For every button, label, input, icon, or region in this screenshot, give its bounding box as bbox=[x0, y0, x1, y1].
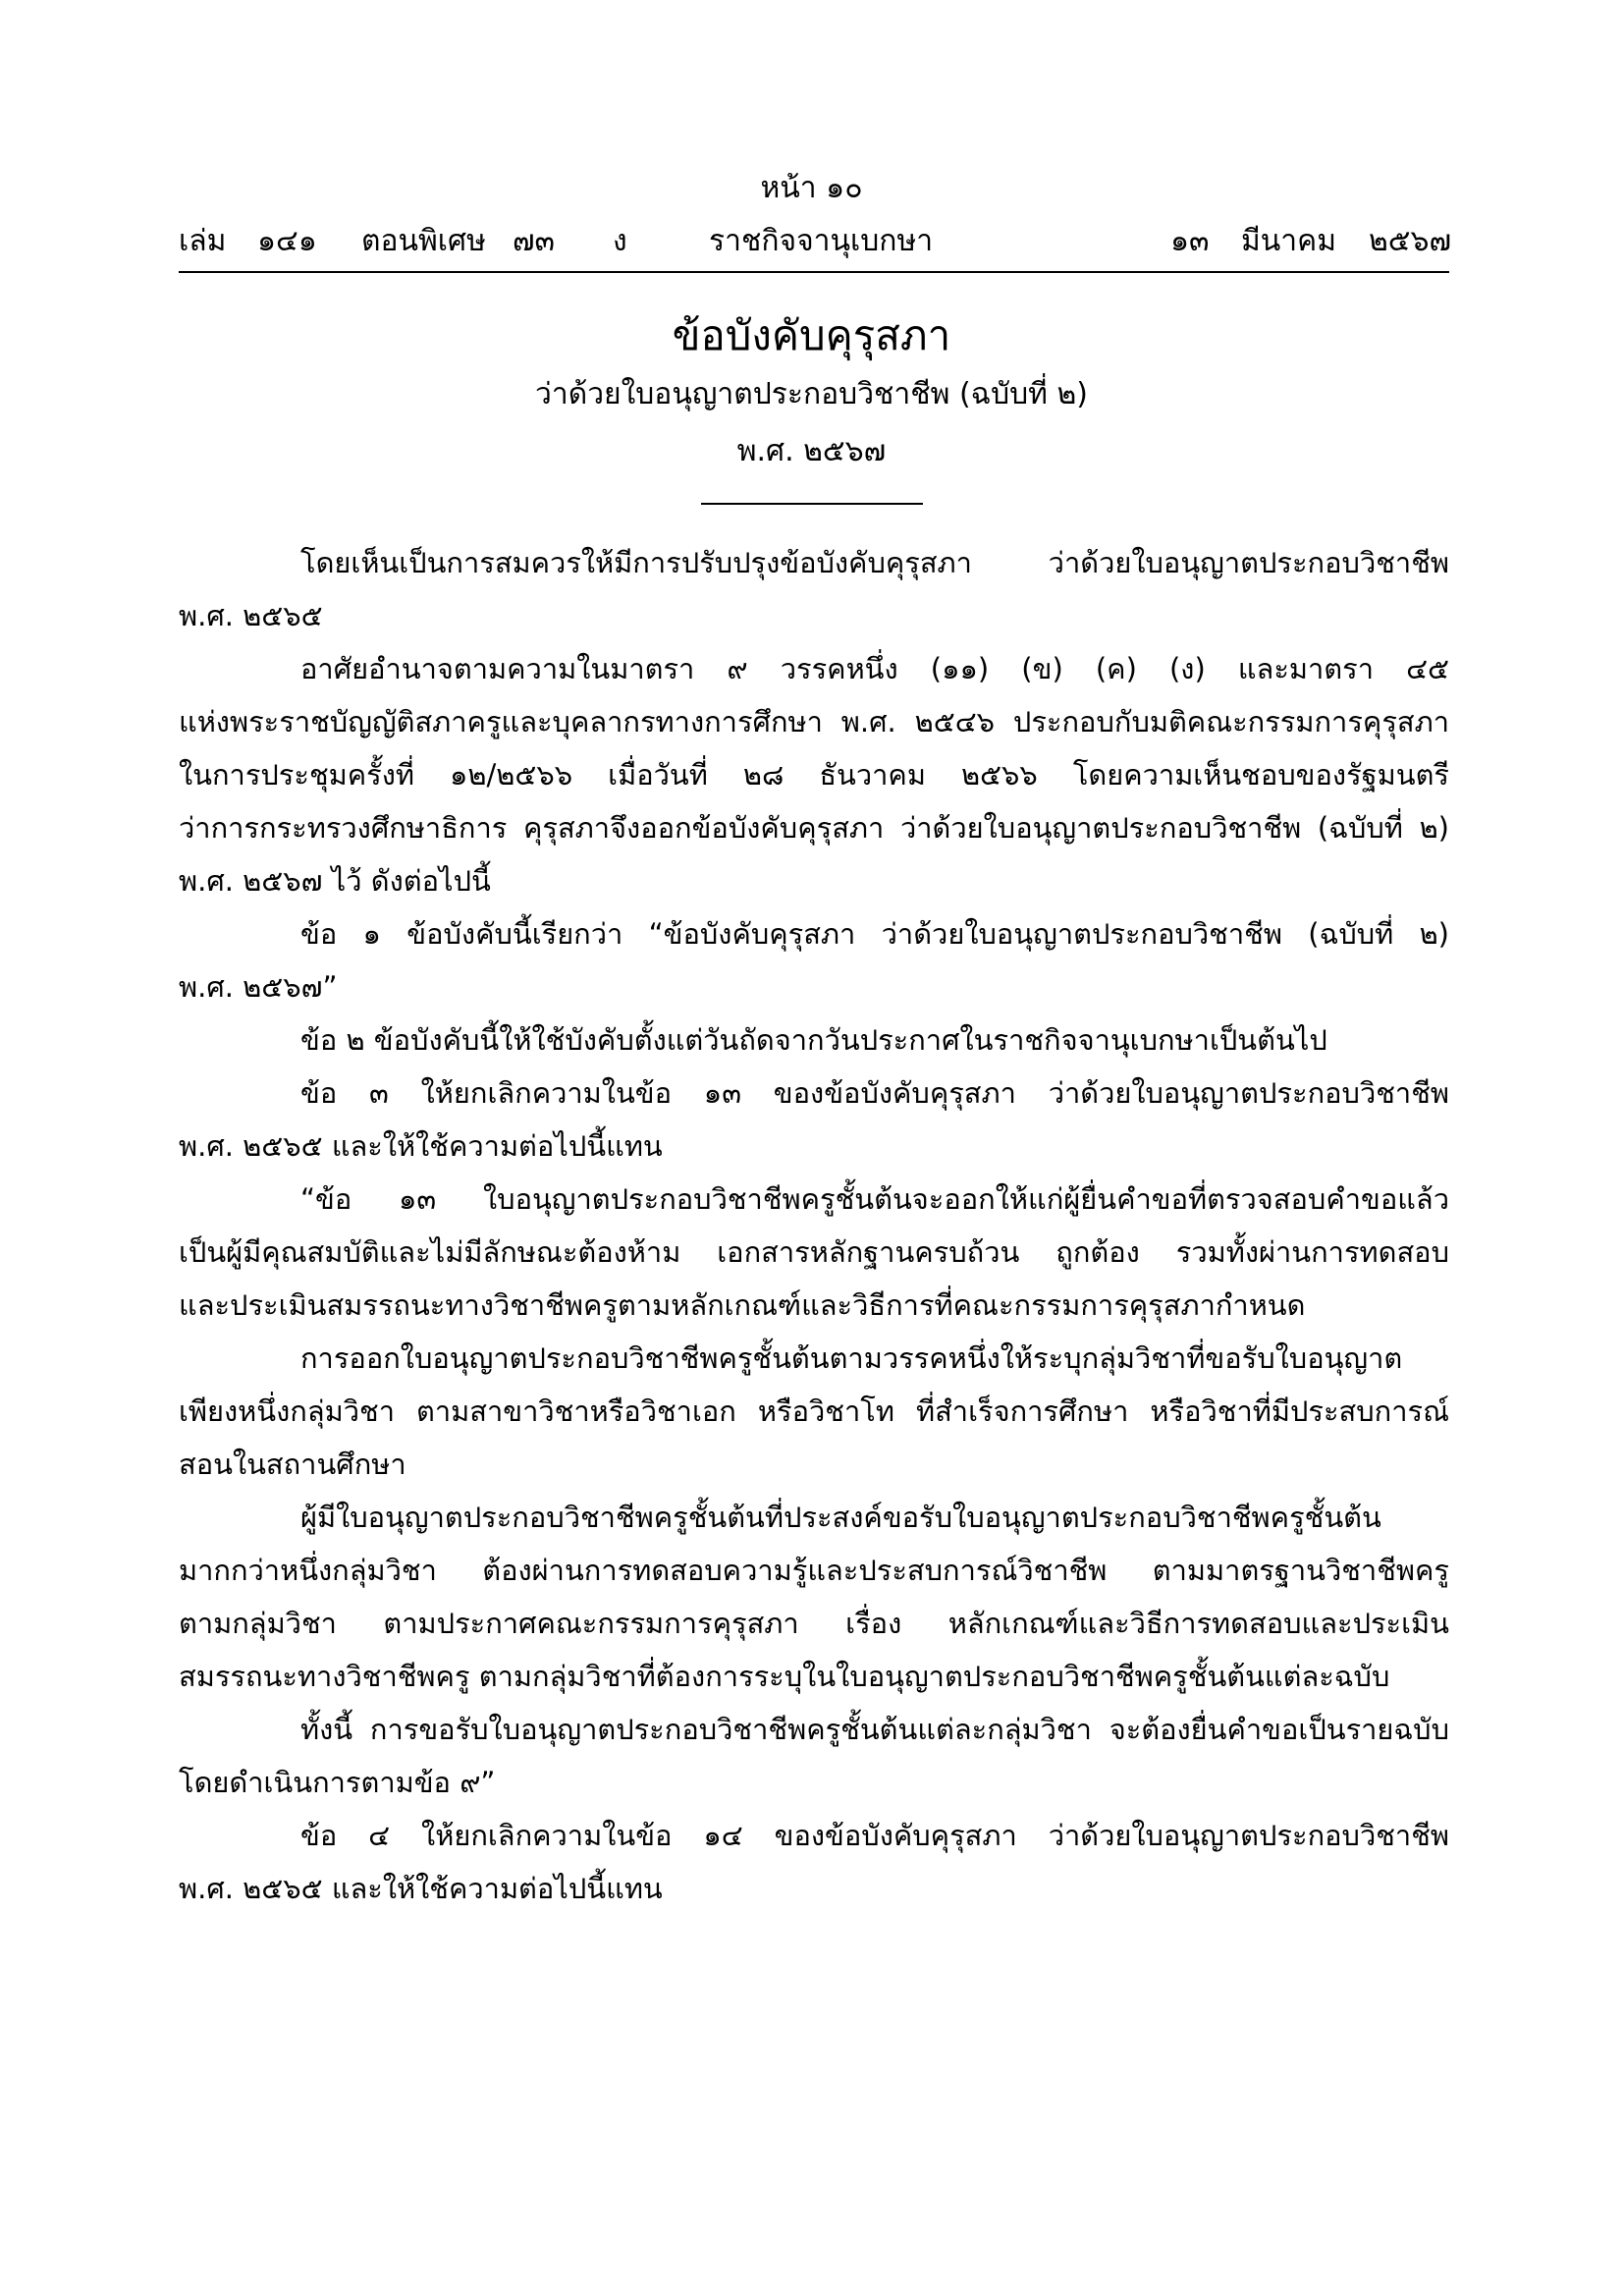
body-line: พ.ศ. ๒๕๖๗ ไว้ ดังต่อไปนี้ bbox=[179, 864, 491, 898]
document-title: ข้อบังคับคุรุสภา bbox=[672, 311, 951, 359]
body-line: ในการประชุมครั้งที่ ๑๒/๒๕๖๖ เมื่อวันที่ ๒๘ ธันวาคม ๒๕๖๖ โดยความเห็นชอบของรัฐมนตรี bbox=[179, 758, 1449, 792]
section-letter: ง bbox=[613, 224, 627, 258]
body-line: พ.ศ. ๒๕๖๕ และให้ใช้ความต่อไปนี้แทน bbox=[179, 1129, 663, 1163]
date-day: ๑๓ bbox=[1170, 224, 1210, 258]
document-subtitle: ว่าด้วยใบอนุญาตประกอบวิชาชีพ (ฉบับที่ ๒) bbox=[535, 377, 1088, 411]
document-year: พ.ศ. ๒๕๖๗ bbox=[736, 434, 887, 468]
body-line: เป็นผู้มีคุณสมบัติและไม่มีลักษณะต้องห้าม เอกสารหลักฐานครบถ้วน ถูกต้อง รวมทั้งผ่านการทดสอบ bbox=[179, 1235, 1449, 1269]
body-line: สอนในสถานศึกษา bbox=[179, 1448, 406, 1481]
gazette-header bbox=[179, 220, 1452, 263]
body-line: ตามกลุ่มวิชา ตามประกาศคณะกรรมการคุรุสภา เรื่อง หลักเกณฑ์และวิธีการทดสอบและประเมิน bbox=[179, 1607, 1449, 1640]
section-label: ตอนพิเศษ bbox=[361, 224, 486, 258]
body-line: เพียงหนึ่งกลุ่มวิชา ตามสาขาวิชาหรือวิชาเอก หรือวิชาโท ที่สำเร็จการศึกษา หรือวิชาที่มีประสบการณ์ bbox=[179, 1394, 1449, 1428]
body-line: ทั้งนี้ การขอรับใบอนุญาตประกอบวิชาชีพครูชั้นต้นแต่ละกลุ่มวิชา จะต้องยื่นคำขอเป็นรายฉบับ bbox=[300, 1713, 1449, 1746]
body-line: พ.ศ. ๒๕๖๕ bbox=[179, 599, 323, 632]
section-number: ๗๓ bbox=[513, 224, 556, 258]
body-line: การออกใบอนุญาตประกอบวิชาชีพครูชั้นต้นตามวรรคหนึ่งให้ระบุกลุ่มวิชาที่ขอรับใบอนุญาต bbox=[300, 1341, 1403, 1375]
body-line: ผู้มีใบอนุญาตประกอบวิชาชีพครูชั้นต้นที่ประสงค์ขอรับใบอนุญาตประกอบวิชาชีพครูชั้นต้น bbox=[300, 1501, 1381, 1534]
body-line: โดยดำเนินการตามข้อ ๙” bbox=[179, 1766, 496, 1799]
body-line: สมรรถนะทางวิชาชีพครู ตามกลุ่มวิชาที่ต้องการระบุในใบอนุญาตประกอบวิชาชีพครูชั้นต้นแต่ละฉบับ bbox=[179, 1660, 1390, 1693]
body-line: แห่งพระราชบัญญัติสภาครูและบุคลากรทางการศึกษา พ.ศ. ๒๕๔๖ ประกอบกับมติคณะกรรมการคุรุสภา bbox=[179, 705, 1449, 738]
body-line: โดยเห็นเป็นการสมควรให้มีการปรับปรุงข้อบังคับคุรุสภา ว่าด้วยใบอนุญาตประกอบวิชาชีพ bbox=[300, 546, 1449, 579]
body-line: และประเมินสมรรถนะทางวิชาชีพครูตามหลักเกณฑ์และวิธีการที่คณะกรรมการคุรุสภากำหนด bbox=[179, 1288, 1306, 1322]
body-line: พ.ศ. ๒๕๖๗” bbox=[179, 970, 338, 1004]
volume-number: ๑๔๑ bbox=[257, 224, 317, 258]
body-line: ข้อ ๑ ข้อบังคับนี้เรียกว่า “ข้อบังคับคุรุสภา ว่าด้วยใบอนุญาตประกอบวิชาชีพ (ฉบับที่ ๒) bbox=[300, 917, 1449, 951]
document-body bbox=[179, 536, 1449, 1915]
body-line: ว่าการกระทรวงศึกษาธิการ คุรุสภาจึงออกข้อบังคับคุรุสภา ว่าด้วยใบอนุญาตประกอบวิชาชีพ (ฉบับที่ ๒) bbox=[179, 811, 1449, 845]
page-number: หน้า ๑๐ bbox=[760, 171, 863, 205]
date-month: มีนาคม bbox=[1241, 224, 1336, 258]
body-line: “ข้อ ๑๓ ใบอนุญาตประกอบวิชาชีพครูชั้นต้นจะออกให้แก่ผู้ยื่นคำขอที่ตรวจสอบคำขอแล้ว bbox=[300, 1182, 1449, 1216]
date-year: ๒๕๖๗ bbox=[1369, 224, 1452, 258]
title-divider bbox=[701, 503, 923, 505]
header-divider bbox=[179, 271, 1449, 273]
gazette-name: ราชกิจจานุเบกษา bbox=[709, 224, 934, 258]
volume-label: เล่ม bbox=[179, 224, 227, 258]
body-line: ข้อ ๓ ให้ยกเลิกความในข้อ ๑๓ ของข้อบังคับคุรุสภา ว่าด้วยใบอนุญาตประกอบวิชาชีพ bbox=[300, 1076, 1449, 1110]
body-line: พ.ศ. ๒๕๖๕ และให้ใช้ความต่อไปนี้แทน bbox=[179, 1872, 663, 1905]
body-line: ข้อ ๒ ข้อบังคับนี้ให้ใช้บังคับตั้งแต่วันถัดจากวันประกาศในราชกิจจานุเบกษาเป็นต้นไป bbox=[300, 1023, 1327, 1057]
body-line: อาศัยอำนาจตามความในมาตรา ๙ วรรคหนึ่ง (๑๑) (ข) (ค) (ง) และมาตรา ๔๕ bbox=[300, 652, 1449, 685]
body-line: มากกว่าหนึ่งกลุ่มวิชา ต้องผ่านการทดสอบความรู้และประสบการณ์วิชาชีพ ตามมาตรฐานวิชาชีพครู bbox=[179, 1554, 1449, 1587]
body-line: ข้อ ๔ ให้ยกเลิกความในข้อ ๑๔ ของข้อบังคับคุรุสภา ว่าด้วยใบอนุญาตประกอบวิชาชีพ bbox=[300, 1819, 1449, 1852]
